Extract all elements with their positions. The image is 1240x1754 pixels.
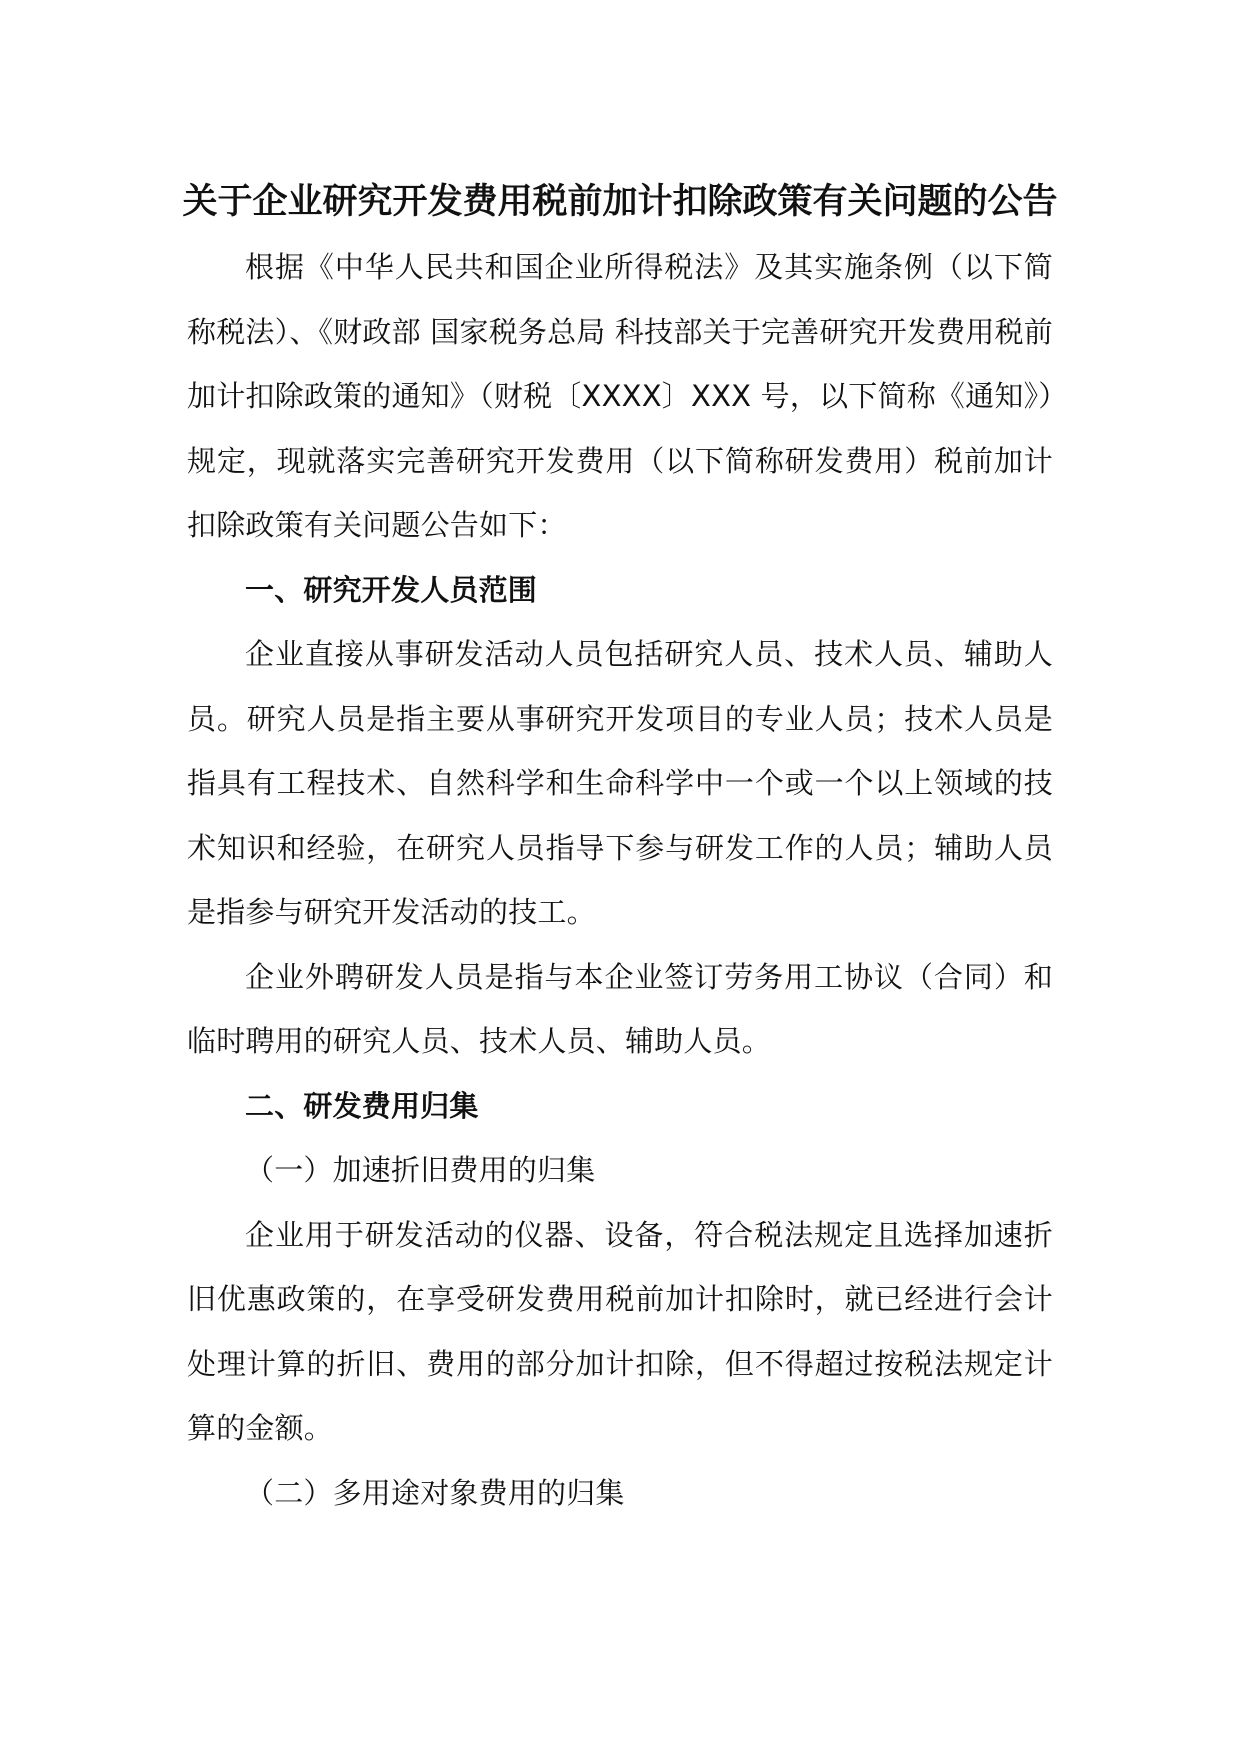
section-heading-2: 二、研发费用归集 [245, 1088, 479, 1123]
subsection-heading-2: （二）多用途对象费用的归集 [245, 1475, 625, 1510]
body-paragraph: 企业外聘研发人员是指与本企业签订劳务用工协议（合同）和临时聘用的研究人员、技术人员、辅助人员。 [187, 959, 1053, 1058]
body-paragraph: 企业用于研发活动的仪器、设备，符合税法规定且选择加速折旧优惠政策的，在享受研发费用税前加计扣除时，就已经进行会计处理计算的折旧、费用的部分加计扣除，但不得超过按税法规定计算的金额。 [187, 1217, 1053, 1445]
document-page [182, 170, 1058, 1525]
body-paragraph: 企业直接从事研发活动人员包括研究人员、技术人员、辅助人员。研究人员是指主要从事研究开发项目的专业人员；技术人员是指具有工程技术、自然科学和生命科学中一个或一个以上领域的技术知识和经验，在研究人员指导下参与研发工作的人员；辅助人员是指参与研究开发活动的技工。 [187, 637, 1053, 929]
intro-paragraph: 根据《中华人民共和国企业所得税法》及其实施条例（以下简称税法）、《财政部 国家税务总局 科技部关于完善研究开发费用税前加计扣除政策的通知》（财税〔XXXX〕XXX 号，以下简称《通知》）规定，现就落实完善研究开发费用（以下简称研发费用）税前加计扣除政策有关问题公告如下： [187, 250, 1053, 542]
subsection-heading-1: （一）加速折旧费用的归集 [245, 1153, 596, 1187]
document-title: 关于企业研究开发费用税前加计扣除政策有关问题的公告 [182, 182, 1058, 222]
section-heading-1: 一、研究开发人员范围 [245, 572, 538, 607]
